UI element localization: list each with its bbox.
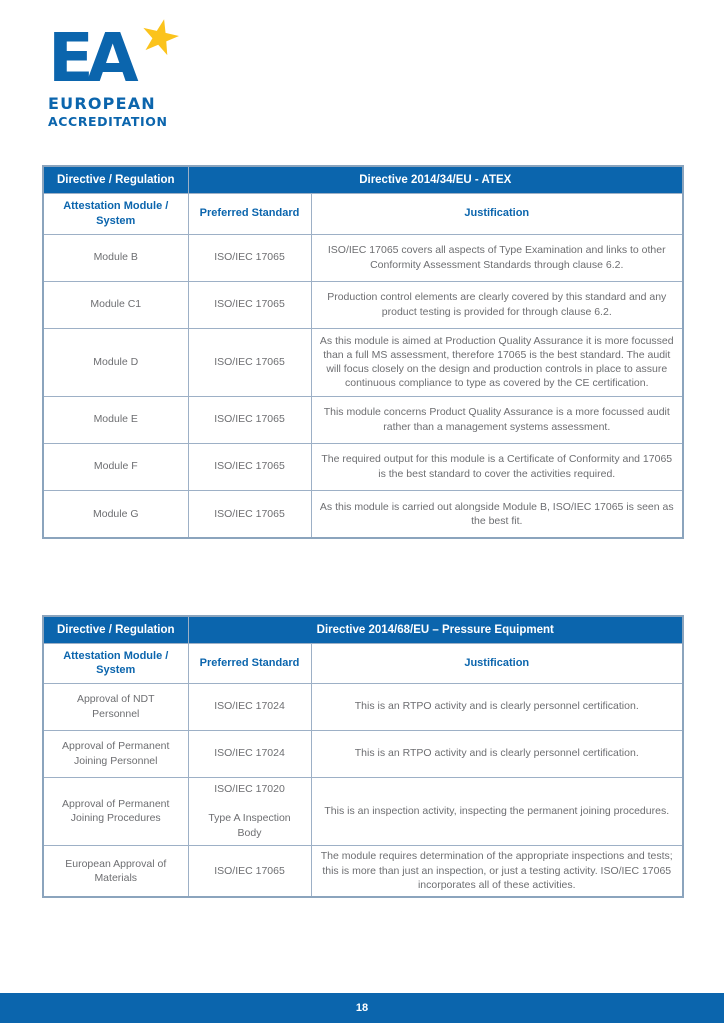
justification-cell: This module concerns Product Quality Assurance is a more focussed audit rather than a management systems assessment. [311,396,683,443]
standard-cell: ISO/IEC 17065 [188,396,311,443]
atex-directive-title: Directive 2014/34/EU - ATEX [188,166,683,193]
justification-cell: This is an inspection activity, inspecting the permanent joining procedures. [311,777,683,845]
atex-col-justification: Justification [311,193,683,234]
justification-cell: This is an RTPO activity and is clearly personnel certification. [311,683,683,730]
pressure-equipment-table [42,615,684,898]
module-cell: Module F [43,443,188,490]
table-row [43,281,683,328]
table-row [43,443,683,490]
module-cell: Module D [43,328,188,396]
justification-cell: The required output for this module is a Certificate of Conformity and 17065 is the best standard to cover the activities required. [311,443,683,490]
module-cell: Module B [43,234,188,281]
atex-col-attestation-module: Attestation Module / System [43,193,188,234]
ea-logo-text-european: EUROPEAN [48,94,156,113]
table-row [43,845,683,897]
ea-logo [48,19,208,129]
ped-col-justification: Justification [311,643,683,683]
ped-directive-title: Directive 2014/68/EU – Pressure Equipment [188,616,683,643]
justification-cell: The module requires determination of the appropriate inspections and tests; this is more than just an inspection, or just a testing activity. ISO/IEC 17065 incorporates all of these activities. [311,845,683,897]
atex-col-preferred-standard: Preferred Standard [188,193,311,234]
atex-column-header-row [43,193,683,234]
standard-cell: ISO/IEC 17065 [188,281,311,328]
page-number: 18 [355,1002,369,1014]
standard-cell [188,777,311,845]
justification-cell: As this module is aimed at Production Quality Assurance it is more focussed than a full MS assessment, therefore 17065 is the best standard. The audit will focus closely on the design and production controls in place to assure continuous compliance to type as covered by the CE certification. [311,328,683,396]
ped-column-header-row [43,643,683,683]
justification-cell: As this module is carried out alongside Module B, ISO/IEC 17065 is seen as the best fit. [311,490,683,538]
ped-corner-header: Directive / Regulation [43,616,188,643]
ped-title-row [43,616,683,643]
ped-col-preferred-standard: Preferred Standard [188,643,311,683]
justification-cell: Production control elements are clearly covered by this standard and any product testing is provided for through clause 6.2. [311,281,683,328]
atex-table [42,165,684,539]
table-row [43,328,683,396]
atex-corner-header: Directive / Regulation [43,166,188,193]
table-row [43,490,683,538]
table-row [43,777,683,845]
standard-cell: ISO/IEC 17024 [188,683,311,730]
justification-cell: This is an RTPO activity and is clearly personnel certification. [311,730,683,777]
standard-cell: ISO/IEC 17065 [188,234,311,281]
standard-cell: ISO/IEC 17065 [188,328,311,396]
module-cell: Module C1 [43,281,188,328]
table-row [43,396,683,443]
ea-logo-text-accreditation: ACCREDITATION [48,114,168,129]
standard-cell: ISO/IEC 17065 [188,490,311,538]
module-cell: Approval of Permanent Joining Personnel [43,730,188,777]
ped-col-attestation-module: Attestation Module / System [43,643,188,683]
module-cell: Module E [43,396,188,443]
table-row [43,730,683,777]
standard-cell: ISO/IEC 17024 [188,730,311,777]
standard-name: ISO/IEC 17020 [214,783,285,796]
module-cell: Approval of NDT Personnel [43,683,188,730]
table-row [43,234,683,281]
module-cell: European Approval of Materials [43,845,188,897]
module-cell: Module G [43,490,188,538]
table-row [43,683,683,730]
module-cell: Approval of Permanent Joining Procedures [43,777,188,845]
standard-cell: ISO/IEC 17065 [188,845,311,897]
standard-body-type-note: Type A Inspection Body [208,812,291,839]
standard-cell: ISO/IEC 17065 [188,443,311,490]
footer-bar [0,993,724,1023]
ea-logo-letters: EA [48,19,132,97]
atex-title-row [43,166,683,193]
justification-cell: ISO/IEC 17065 covers all aspects of Type Examination and links to other Conformity Assessment Standards through clause 6.2. [311,234,683,281]
